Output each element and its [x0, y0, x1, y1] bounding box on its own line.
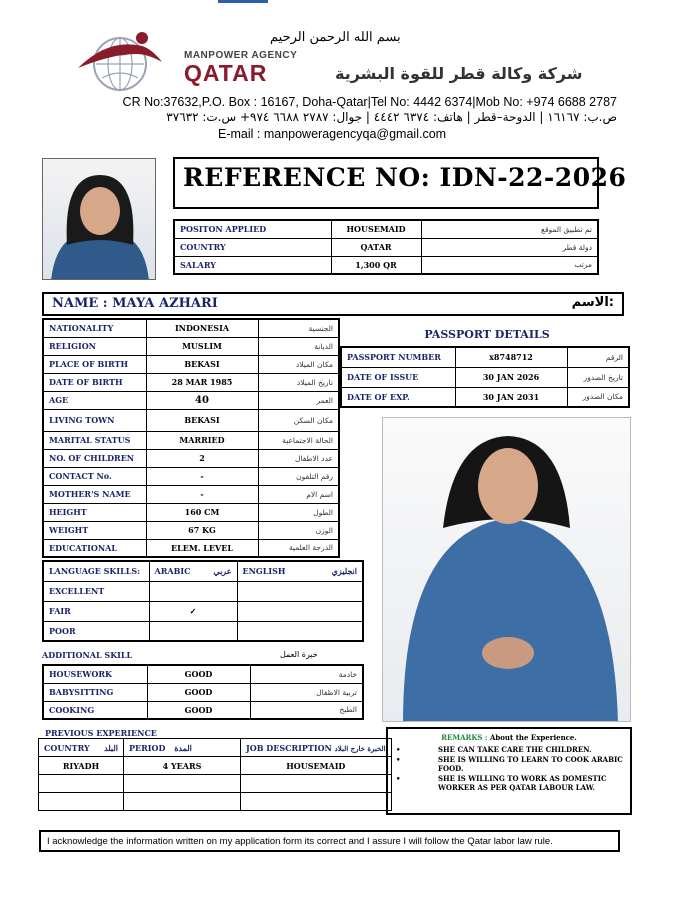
detail-label: DATE OF BIRTH [43, 373, 146, 391]
previous-experience-table [38, 738, 392, 811]
arabic-level-cell [149, 581, 237, 601]
experience-job: HOUSEMAID [241, 757, 392, 775]
table-row [43, 355, 339, 373]
detail-label: NO. OF CHILDREN [43, 449, 146, 467]
detail-label-arabic: الديانة [258, 337, 339, 355]
language-skills-table [42, 560, 364, 642]
passport-label-arabic: مكان الصدور [567, 387, 629, 407]
detail-label-arabic: اسم الام [258, 485, 339, 503]
table-row [43, 319, 339, 337]
remarks-heading [394, 733, 624, 742]
name-bar [42, 292, 624, 316]
table-row [43, 601, 363, 621]
language-skills-header: LANGUAGE SKILLS: [43, 561, 149, 581]
skill-value: GOOD [147, 701, 250, 719]
table-row [39, 739, 392, 757]
detail-label-arabic: الوزن [258, 521, 339, 539]
passport-label: DATE OF EXP. [341, 387, 455, 407]
experience-period [124, 793, 241, 811]
passport-value: 30 JAN 2031 [455, 387, 567, 407]
detail-value: 28 MAR 1985 [146, 373, 258, 391]
skill-label-arabic: الطبخ [250, 701, 363, 719]
language-level-label: FAIR [43, 601, 149, 621]
salary-label: SALARY [174, 256, 331, 274]
acknowledgement-statement: I acknowledge the information written on my application form its correct and I assure I will follow the Qatar labor law rule. [39, 830, 620, 852]
language-level-label: EXCELLENT [43, 581, 149, 601]
table-row [43, 449, 339, 467]
table-row [39, 757, 392, 775]
detail-label-arabic: الطول [258, 503, 339, 521]
applicant-name: NAME : MAYA AZHARI [52, 296, 218, 311]
detail-label: RELIGION [43, 337, 146, 355]
contact-line: CR No:37632,P.O. Box : 16167, Doha-Qatar|Tel No: 4442 6374|Mob No: +974 6688 2787 [122, 95, 617, 109]
table-row [174, 256, 598, 274]
country-label-arabic: دولة قطر [421, 238, 598, 256]
detail-label: AGE [43, 391, 146, 409]
country-value: QATAR [331, 238, 421, 256]
table-row [43, 467, 339, 485]
table-row [174, 220, 598, 238]
english-column-header: ENGLISH انجليزي [237, 561, 363, 581]
basmala: بسم الله الرحمن الرحيم [270, 30, 401, 45]
english-level-cell [237, 621, 363, 641]
detail-label-arabic: تاريخ الميلاد [258, 373, 339, 391]
english-level-cell [237, 581, 363, 601]
table-row [174, 238, 598, 256]
position-value: HOUSEMAID [331, 220, 421, 238]
salary-value: 1,300 QR [331, 256, 421, 274]
detail-label: MOTHER'S NAME [43, 485, 146, 503]
country-label: COUNTRY [174, 238, 331, 256]
detail-value: MARRIED [146, 431, 258, 449]
detail-value: - [146, 485, 258, 503]
detail-label-arabic: الحالة الاجتماعية [258, 431, 339, 449]
detail-label: PLACE OF BIRTH [43, 355, 146, 373]
passport-label-arabic: تاريخ الصدور [567, 367, 629, 387]
table-row [341, 387, 629, 407]
detail-value: ELEM. LEVEL [146, 539, 258, 557]
language-level-label: POOR [43, 621, 149, 641]
skill-label-arabic: خادمة [250, 665, 363, 683]
skill-label: BABYSITTING [43, 683, 147, 701]
top-accent-bar [218, 0, 268, 3]
list-item: • SHE IS WILLING TO WORK AS DOMESTIC WORKER AS PER QATAR LABOUR LAW. [394, 774, 624, 792]
period-column-header: PERIOD المدة [124, 739, 241, 757]
table-row [43, 621, 363, 641]
detail-label-arabic: الجنسية [258, 319, 339, 337]
detail-label: CONTACT No. [43, 467, 146, 485]
country-column-header: COUNTRY البلد [39, 739, 124, 757]
detail-label-arabic: رقم التلفون [258, 467, 339, 485]
table-row [43, 337, 339, 355]
experience-country [39, 793, 124, 811]
detail-value: MUSLIM [146, 337, 258, 355]
passport-value: x8748712 [455, 347, 567, 367]
list-item: • SHE CAN TAKE CARE THE CHILDREN. [394, 745, 624, 754]
table-row [43, 665, 363, 683]
table-row [43, 561, 363, 581]
additional-skill-title-arabic: خبرة العمل [280, 650, 318, 659]
detail-label-arabic: مكان الميلاد [258, 355, 339, 373]
remarks-subtitle: About the Experience. [489, 733, 577, 742]
position-table [173, 219, 599, 275]
passport-table [340, 346, 630, 408]
arabic-level-cell: ✓ [149, 601, 237, 621]
agency-name: QATAR [184, 60, 268, 86]
skill-value: GOOD [147, 665, 250, 683]
salary-label-arabic: مرتب [421, 256, 598, 274]
table-row [341, 367, 629, 387]
position-label-arabic: تم تطبيق الموقع [421, 220, 598, 238]
detail-value: 40 [146, 391, 258, 409]
experience-period: 4 YEARS [124, 757, 241, 775]
position-label: POSITON APPLIED [174, 220, 331, 238]
table-row [43, 409, 339, 431]
detail-label: EDUCATIONAL [43, 539, 146, 557]
detail-value: - [146, 467, 258, 485]
experience-country: RIYADH [39, 757, 124, 775]
agency-label: MANPOWER AGENCY [184, 50, 298, 61]
agency-name-arabic: شركة وكالة قطر للقوة البشرية [335, 64, 583, 83]
reference-number: REFERENCE NO: IDN-22-2026 [173, 157, 599, 209]
detail-label: NATIONALITY [43, 319, 146, 337]
table-row [43, 539, 339, 557]
skill-value: GOOD [147, 683, 250, 701]
passport-details-title: PASSPORT DETAILS [424, 328, 550, 341]
experience-country [39, 775, 124, 793]
table-row [43, 391, 339, 409]
passport-value: 30 JAN 2026 [455, 367, 567, 387]
experience-period [124, 775, 241, 793]
passport-label: PASSPORT NUMBER [341, 347, 455, 367]
detail-value: 160 CM [146, 503, 258, 521]
table-row [43, 373, 339, 391]
table-row [43, 683, 363, 701]
additional-skill-title: ADDITIONAL SKILL [42, 650, 133, 660]
detail-label: HEIGHT [43, 503, 146, 521]
english-level-cell [237, 601, 363, 621]
detail-value: 67 KG [146, 521, 258, 539]
detail-label-arabic: عدد الاطفال [258, 449, 339, 467]
arabic-level-cell [149, 621, 237, 641]
experience-job [241, 775, 392, 793]
personal-details-table [42, 318, 340, 558]
experience-job [241, 793, 392, 811]
detail-value: 2 [146, 449, 258, 467]
agency-logo [70, 28, 180, 94]
table-row [43, 431, 339, 449]
table-row [39, 775, 392, 793]
table-row [43, 485, 339, 503]
table-row [43, 521, 339, 539]
name-label-arabic: الاسم: [571, 295, 614, 310]
detail-label-arabic: الدرجة العلمية [258, 539, 339, 557]
remarks-box [386, 727, 632, 815]
table-row [341, 347, 629, 367]
email-line: E-mail : manpoweragencyqa@gmail.com [218, 127, 447, 141]
remarks-title: REMARKS : [441, 733, 488, 742]
passport-label-arabic: الرقم [567, 347, 629, 367]
detail-label: WEIGHT [43, 521, 146, 539]
job-column-header: JOB DESCRIPTION الخبرة خارج البلاد [241, 739, 392, 757]
list-item: • SHE IS WILLING TO LEARN TO COOK ARABIC FOOD. [394, 755, 624, 773]
detail-value: INDONESIA [146, 319, 258, 337]
contact-line-arabic: ص.ب: ١٦١٦٧ | الدوحة–قطر | هاتف: ٦٣٧٤ ٤٤٤٢ | جوال: ٢٧٨٧ ٦٦٨٨ ٩٧٤+ س.ت: ٣٧٦٣٢ [166, 110, 617, 124]
applicant-photo-small [42, 158, 156, 280]
additional-skill-table [42, 664, 364, 720]
skill-label-arabic: تربية الاطفال [250, 683, 363, 701]
detail-label-arabic: مكان السكن [258, 409, 339, 431]
detail-label: LIVING TOWN [43, 409, 146, 431]
skill-label: HOUSEWORK [43, 665, 147, 683]
applicant-photo-full [382, 417, 631, 722]
detail-value: BEKASI [146, 355, 258, 373]
detail-label-arabic: العمر [258, 391, 339, 409]
previous-experience-title: PREVIOUS EXPERIENCE [45, 728, 157, 738]
remarks-list [394, 745, 624, 792]
detail-label: MARITAL STATUS [43, 431, 146, 449]
table-row [39, 793, 392, 811]
skill-label: COOKING [43, 701, 147, 719]
arabic-column-header: ARABIC عربي [149, 561, 237, 581]
table-row [43, 581, 363, 601]
passport-label: DATE OF ISSUE [341, 367, 455, 387]
detail-value: BEKASI [146, 409, 258, 431]
table-row [43, 503, 339, 521]
table-row [43, 701, 363, 719]
